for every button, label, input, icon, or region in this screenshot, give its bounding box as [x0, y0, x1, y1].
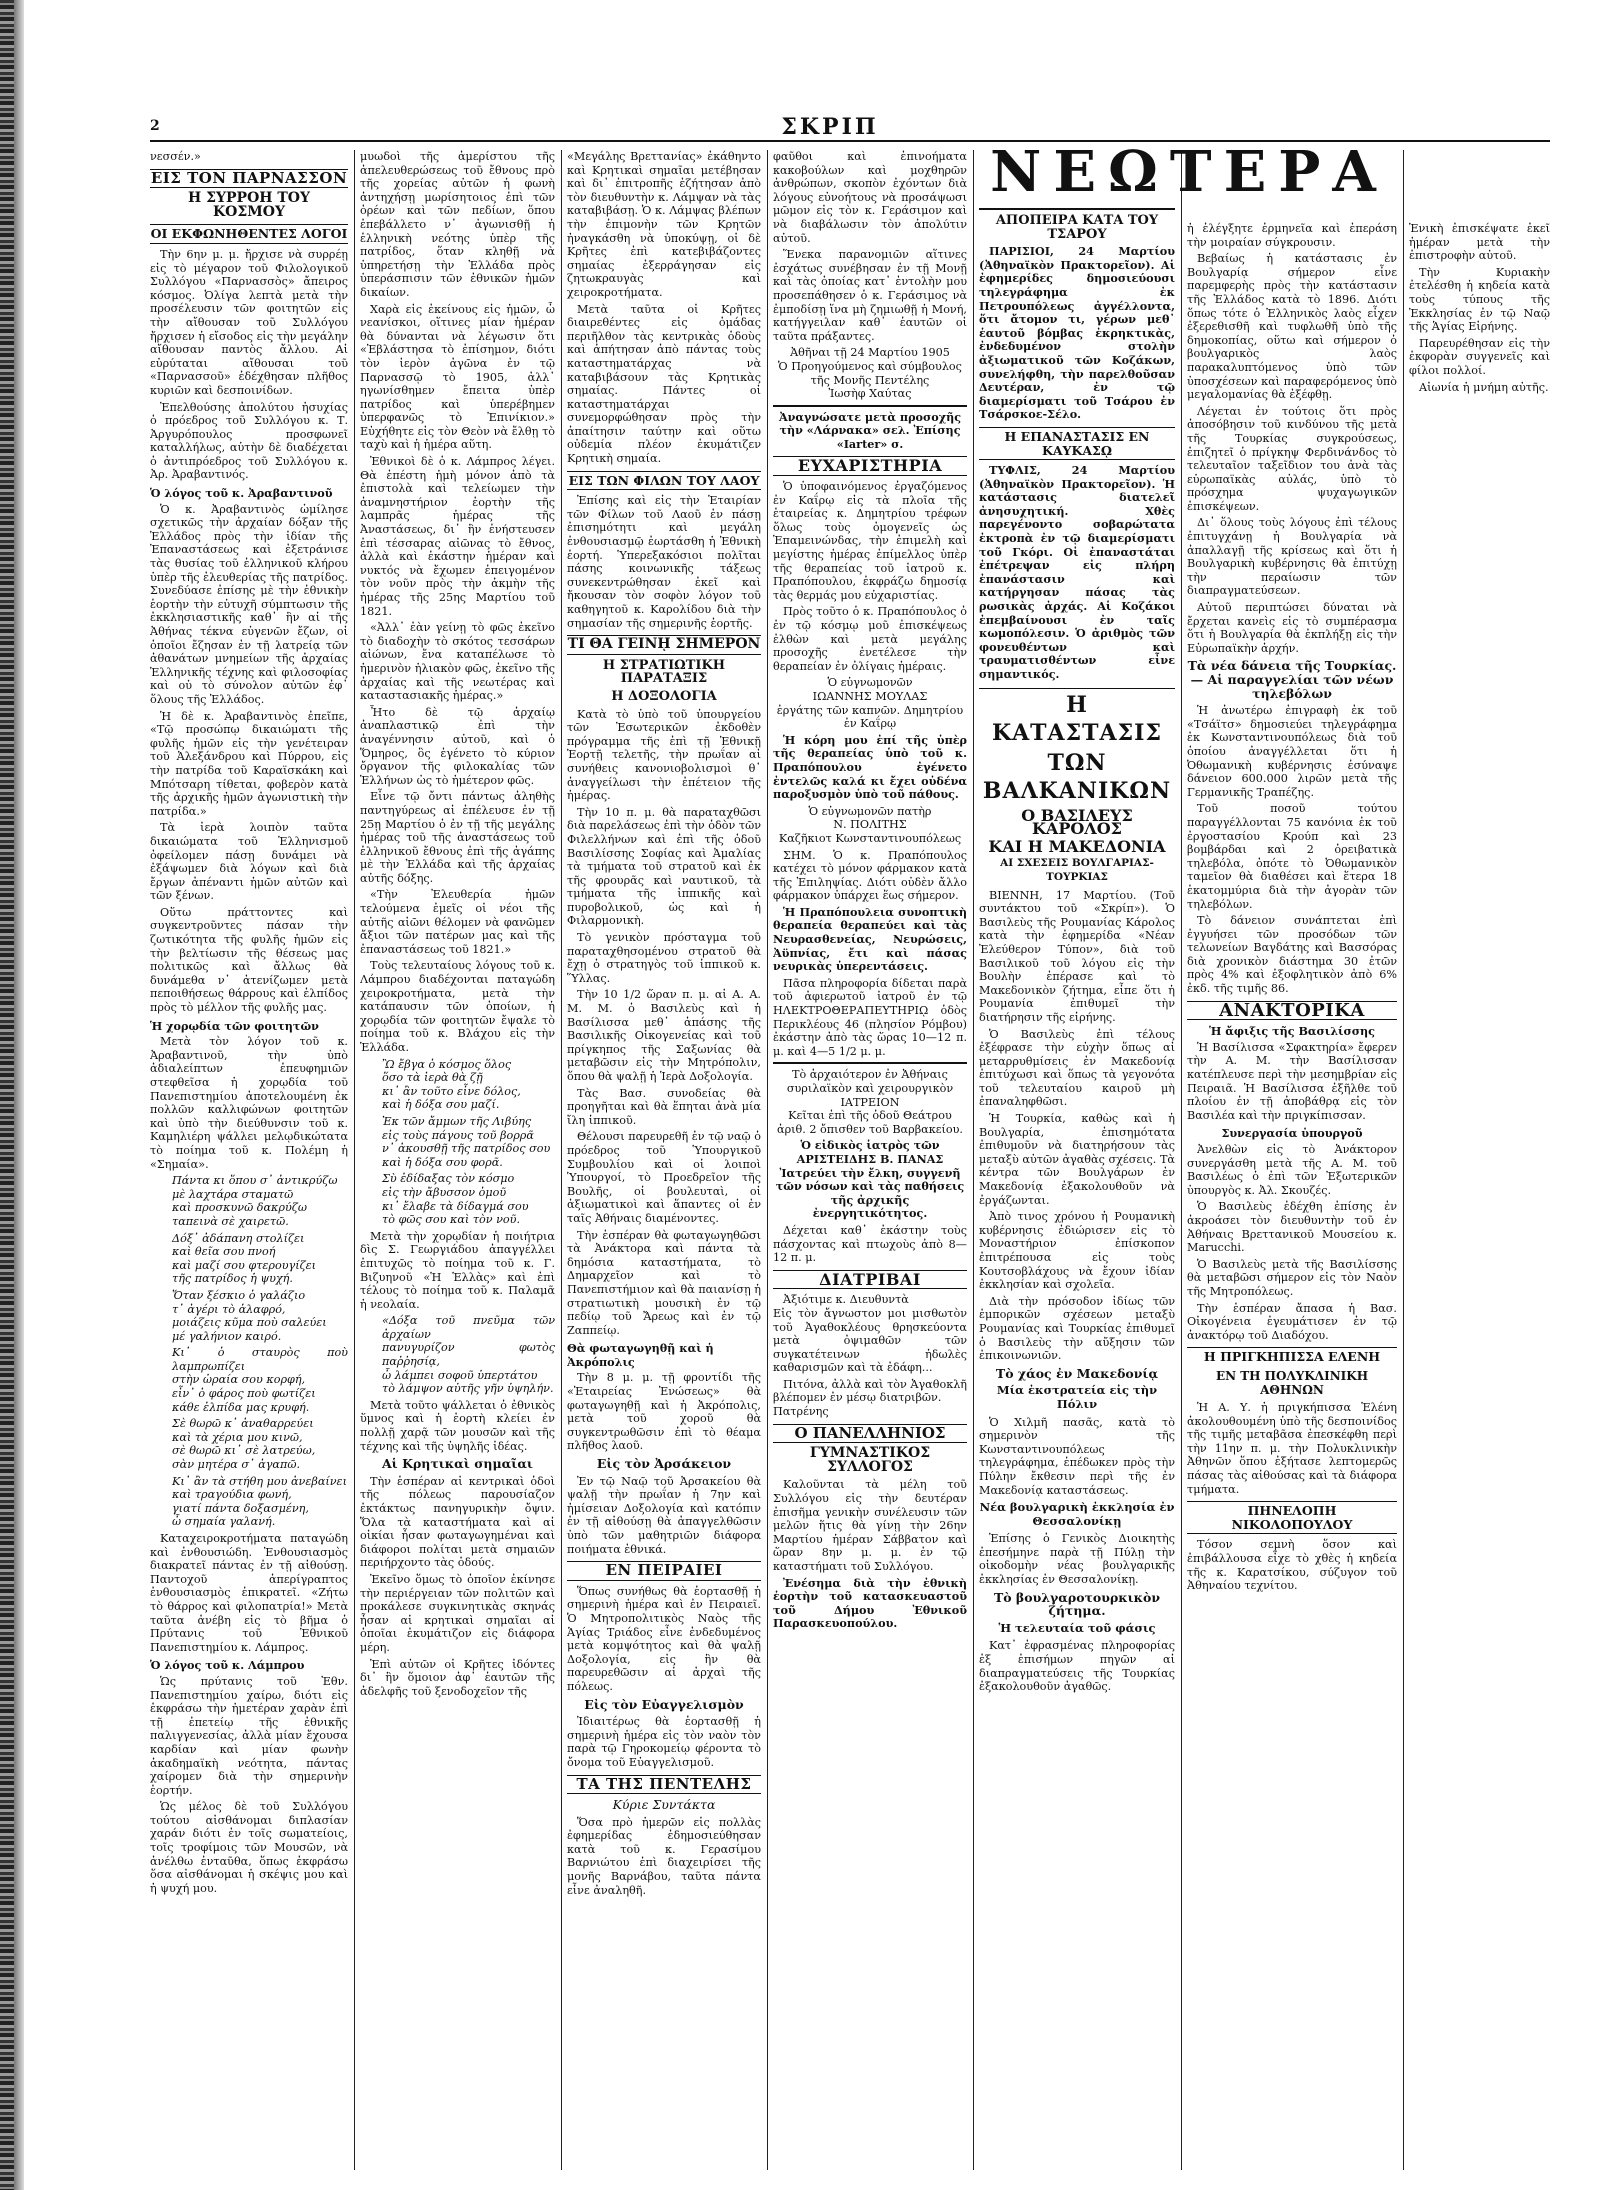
headline: ΕΝ ΤΗ ΠΟΛΥΚΛΙΝΙΚΗ ΑΘΗΝΩΝ	[1215, 1368, 1369, 1397]
section-title: ΝΕΩΤΕΡΑ	[990, 139, 1388, 205]
article-text: Κατὰ τὸ ὑπὸ τοῦ ὑπουργείου τῶν Ἐσωτερικῶν ἐκδοθὲν πρόγραμμα τῆς ἐπὶ τῇ Ἐθνικῇ Ἑορτῇ τελετῆς, τὴν πρωΐαν αἱ συνήθεις κανονιοβολισμοὶ θ᾽ ἀναγγείλωσι τὴν ἐπέτειον τῆς ἡμέρας.	[567, 707, 761, 803]
article-text: Ὁ Βασιλεὺς ἐδέχθη ἐπίσης ἐν ἀκροάσει τὸν διευθυντὴν τοῦ ἐν Ἀθήναις Βρεττανικοῦ Μουσείου κ. Marucchi.	[1187, 1200, 1397, 1255]
article-text: Τὴν 6ην μ. μ. ἤρχισε νὰ συρρέῃ εἰς τὸ μέγαρον τοῦ Φιλολογικοῦ Συλλόγου «Παρνασσὸς» ἄπειρος κόσμος. Ὀλίγα λεπτὰ μετὰ τὴν προσέλευσιν τῶν φοιτητῶν εἰς τὴν αἴθουσαν τοῦ Συλλόγου ἤρχισεν ἡ εἴσοδος εἰς τὴν μεγάλην αἴθουσαν παντὸς ἄλλου. Αἱ εὐρύταται αἴθουσαι τοῦ «Παρνασσοῦ» ἐδέχθησαν πλῆθος κυριῶν καὶ δεσποινίδων.	[150, 247, 348, 397]
headline: ΟΙ ΕΚΦΩΝΗΘΕΝΤΕΣ ΛΟΓΟΙ	[150, 224, 348, 244]
article-text: Τὰς Βασ. συνοδείας θὰ προηγῆται καὶ θὰ ἕπηται ἀνὰ μία ἴλη ἱππικοῦ.	[567, 1086, 761, 1127]
article-text: Τὴν 10 π. μ. θὰ παραταχθῶσι διὰ παρελάσεως ἐπὶ τὴν ὁδὸν τῶν Φιλελλήνων καὶ ἐπὶ τῆς ὁδοῦ Βασιλίσσης Σοφίας καὶ Ἀμαλίας τὰ τμήματα τοῦ στρατοῦ καὶ ἐκ τῆς φρουρᾶς καὶ ναυτικοῦ, τὰ τμήματα τῆς ἱππικῆς καὶ πυροβολικοῦ, ὡς καὶ ἡ Φιλαρμονικὴ.	[567, 805, 761, 928]
article-text: Τὸ δάνειον συνάπτεται ἐπὶ ἐγγυήσει τῶν προσόδων τῶν τελωνείων Βαγδάτης καὶ Βασσόρας διὰ χρονικὸν διάστημα 30 ἐτῶν πρὸς 4% καὶ ἐξοφλητικὸν ἀπὸ 6% ἐκδ. τῆς τιμῆς 86.	[1187, 914, 1397, 996]
article-text: «Μεγάλης Βρεττανίας» ἐκάθηντο καὶ Κρητικαὶ σημαῖαι μετέβησαν καὶ δι᾽ ἐπιτροπῆς ἐζήτησαν ἀπὸ τὸν διευθυντὴν κ. Λάμψαν νὰ τὰς καταβιβάσῃ. Ὁ κ. Λάμψας βλέπων τὴν ἐπιμονὴν τῶν Κρητῶν ἠναγκάσθη νὰ ὑποκύψῃ, οἱ δὲ Κρῆτες ἐπὶ κατεβιβάζοντες σημαίας ἐξερράγησαν εἰς ζητωκραυγὰς καὶ χειροκροτήματα.	[567, 150, 761, 299]
poem-stanza: «Δόξα τοῦ πνεῦμα τῶν ἀρχαίων πανυγυρίζον φωτὸς παῤῥησίᾳ, ὦ λάμπει σοφοῦ ὑπερτάτου τὸ λάμψον αὐτῆς γῆν ὑψηλήν.	[382, 1314, 555, 1396]
article-text: Ὁ Βασιλεὺς μετὰ τῆς Βασιλίσσης θὰ μεταβῶσι σήμερον εἰς τὸν Ναὸν τῆς Μητροπόλεως.	[1187, 1257, 1397, 1298]
poem-stanza: Σὺ ἐδίδαξας τὸν κόσμο εἰς τὴν ἄβυσσον ὁμοῦ κι᾽ ἔλαβε τὰ δίδαγμά σου τὸ φῶς σου καὶ τὸν νοῦ.	[382, 1172, 529, 1227]
headline: ΔΙΑΤΡΙΒΑΙ	[773, 1270, 967, 1290]
article-text: Οὕτω πράττοντες καὶ συγκεντροῦντες πάσαν τὴν ζωτικότητα τῆς φυλῆς ἡμῶν εἰς τὴν βελτίωσιν τῆς θέσεως μας πολιτικῶς καὶ ἄλλως θὰ δυνάμεθα ν᾽ ἀτενίζωμεν μετὰ πεποιθήσεως θάρρους καὶ ἐλπίδος πρὸς τὸ μέλλον τῆς φυλῆς μας.	[150, 905, 348, 1015]
headline: Τὰ νέα δάνεια τῆς Τουρκίας.— Αἱ παραγγελίαι τῶν νέων τηλεβόλων	[1187, 658, 1397, 701]
article-text: Λέγεται ἐν τούτοις ὅτι πρὸς ἀποσόβησιν τοῦ κινδύνου τῆς μετὰ τῆς Τουρκίας συγκρούσεως, ἐπιζητεῖ ὁ πρίγκηψ Φερδινάνδος τὸ τελευταῖον ταξεῖδιον του ἀνὰ τὰς εὐρωπαϊκὰς αὐλάς, ὑπὸ τὸ πρόσχημα ψυχαγωγικῶν ἐπισκέψεων.	[1187, 404, 1397, 513]
article-text: ΒΙΕΝΝΗ, 17 Μαρτίου. (Τοῦ συντάκτου τοῦ «Σκρίπ»). Ὁ Βασιλεὺς τῆς Ρουμανίας Κάρολος κατὰ τὴν ἐφημερίδα «Νέαν Ἐλεύθερον Τύπον», διὰ τοῦ Βασιλικοῦ τοῦ λόγου εἰς τὴν Βουλὴν ἐπέρασε καὶ τὸ Μακεδονικὸν ζήτημα, εἶπε ὅτι ἡ Ρουμανία ἐπιθυμεῖ τὴν διατήρησιν τῆς εἰρήνης.	[979, 888, 1175, 1024]
article-text: Ὡς μέλος δὲ τοῦ Συλλόγου τούτου αἰσθάνομαι διπλασίαν χαράν διότι ἐν τοῖς σωματείοις, τοῖς τροφίμοις τῶν Μουσῶν, νὰ ἀνέλθω ἐνταῦθα, ὅπως ἐκφράσω ὅσα αἰσθάνομαι ἡ σκέψις μου καὶ ἡ ψυχή μου.	[150, 1800, 348, 1895]
article-text: Ἀπὸ τινος χρόνου ἡ Ρουμανικὴ κυβέρνησις ἐδιώρισεν εἰς τὸ Μοναστήριον ἐπίσκοπον ἐπιτρέπουσα εἰς τοὺς Κουτσοβλάχους νὰ ἔχουν ἰδίαν ἐκκλησίαν καὶ σχολεῖα.	[979, 1210, 1175, 1292]
article-text: Πᾶσα πληροφορία δίδεται παρὰ τοῦ ἀφιερωτοῦ ἰατροῦ ἐν τῷ ΗΛΕΚΤΡΟΘΕΡΑΠΕΥΤΗΡΙῼ ὁδὸς Περικλέους 46 (πλησίον Ρόμβου) ἐκάστην ἀπὸ τὰς ὥρας 10—12 π. μ. καὶ 4—5 1/2 μ. μ.	[773, 976, 967, 1058]
article-text: Ἡ Βασίλισσα «Σφακτηρία» ἔφερεν τὴν Α. Μ. τὴν Βασίλισσαν κατέπλευσε περὶ τὴν μεσημβρίαν εἰς Πειραιᾶ. Ἡ Βασίλισσα ἐξῆλθε τοῦ πλοίου ἐν τῇ ἀποβάθρᾳ εἰς τὸν Βασιλέα καὶ τὴν πριγκίπισσαν.	[1187, 1040, 1397, 1122]
headline: ΑΠΟΠΕΙΡΑ ΚΑΤΑ ΤΟΥ ΤΣΑΡΟΥ	[995, 213, 1159, 242]
article-text: Μετὰ τὸν λόγον τοῦ κ. Ἀραβαντινοῦ, τὴν ὑπὸ ἀδιαλείπτων ἐπευφημιῶν στεφθεῖσα ἡ χορῳδία τοῦ Πανεπιστημίου ἀποτελουμένη ἐκ πολλῶν καλλιφώνων φοιτητῶν καὶ ὑπὸ τὴν διεύθυνσιν τοῦ κ. Καμηλιέρη ψάλλει μελῳδικώτατα τὸ ποίημα τοῦ κ. Πολέμη ἡ «Σημαία».	[150, 1035, 348, 1171]
article-text: Ἐπίσης καὶ εἰς τὴν Ἑταιρίαν τῶν Φίλων τοῦ Λαοῦ ἐν πάσῃ ἐπισημότητι καὶ μεγάλη ἐνθουσιασμῷ ἐωρτάσθη ἡ Ἐθνικὴ ἑορτή. Ὑπερεξακόσιοι πολῖται πάσης κοινωνικῆς τάξεως συνεκεντρώθησαν ἐκεῖ καὶ ἤκουσαν τὸν σοφὸν λόγον τοῦ καθηγητοῦ κ. Καρολίδου διὰ τὴν σημασίαν τῆς σημερινῆς ἑορτῆς.	[567, 494, 761, 630]
headline: ΤΙ ΘΑ ΓΕΙΝῌ ΣΗΜΕΡΟΝ	[567, 635, 761, 655]
article-text: Ἡ ἀνωτέρω ἐπιγραφὴ ἐκ τοῦ «Τσάϊτσ» δημοσιεύει τηλεγράφημα ἐκ Κωνσταντινουπόλεως διὰ τοῦ ὁποίου ἀναγγέλλεται ὅτι ἡ Ὀθωμανικὴ κυβέρνησις ἐσύναψε δάνειον 600.000 λιρῶν μετὰ τῆς Γερμανικῆς Τραπέζης.	[1187, 704, 1397, 799]
masthead: ΣΚΡΙΠ	[781, 114, 879, 140]
scan-edge	[0, 0, 14, 2190]
article-text: Εἶνε τῷ ὄντι πάντως ἀληθὴς παντηγύρεως αἱ ἐπέλευσε ἐν τῇ 25ῃ Μαρτίου ὁ ἐν τῇ τῆς μεγάλης ἡμέρας τοῦ τῆς ἀναστάσεως τοῦ ἑλληνικοῦ ἔθνους ἐπὶ τῆς ἀγάπης μὲ τὴν Ἑλλάδα καὶ τῆς ἀρχαίας αὐτῆς δόξης.	[360, 790, 555, 885]
newspaper-page	[150, 114, 1550, 2178]
headline: ΚΑΙ Η ΜΑΚΕΔΟΝΙΑ	[988, 836, 1166, 856]
article-text: «Τὴν Ἐλευθερία ἡμῶν τελούμενα ἐμεῖς οἱ νέοι τῆς αὐτῆς αἰῶνι θέλομεν νὰ φανῶμεν ἄξιοι τῶν πατέρων μας καὶ τῆς ἐπαναστάσεως τοῦ 1821.»	[360, 888, 555, 956]
headline: ΕΝ ΠΕΙΡΑΙΕΙ	[567, 1561, 761, 1581]
divider	[773, 405, 967, 407]
article-text: Ἐκεῖνο ὅμως τὸ ὁποῖον ἐκίνησε τὴν περιέργειαν τῶν πολιτῶν καὶ προκάλεσε συγκινητικὰς σκηνάς ἦσαν αἱ κρητικαὶ σημαῖαι αἱ ὁποῖαι ἐκυμάτιζον εἰς διάφορα μέρη.	[360, 1572, 555, 1654]
article-text: Ὁ Βασιλεὺς ἐπὶ τέλους ἐξέφρασε τὴν εὐχὴν ὅπως αἱ μεταρρυθμίσεις ἐν Μακεδονίᾳ ἐπιτύχωσι καὶ ὅπως τὰ γεγονότα τοῦ τελευταίου καιροῦ μὴ ἐπαναληφθῶσι.	[979, 1027, 1175, 1109]
article-text: Χαρὰ εἰς ἐκείνους εἰς ἡμῶν, ὦ νεανίσκοι, οἵτινες μίαν ἡμέραν θὰ δύνανται νὰ λέγωσιν ὅτι «Ἐβλάστησα τὸ ἐπίσημον, διότι τὸν ἱερὸν ἀγῶνα ἐν τῷ Παρνασσῷ τὸ 1905, ἀλλ᾽ ηγωνίσθημεν ἔπειτα ὑπὲρ πατρίδος καὶ ὑπερέβημεν ὑπερφανῶς τὸ Ἐπινίκιον.» Εὐχήθητε εἰς τὸν Θεὸν νὰ ἔλθῃ τὸ ταχὺ καὶ ἡ ἡμέρα αὕτη.	[360, 302, 555, 452]
subheading: Νέα βουλγαρικὴ ἐκκλησία ἐν Θεσσαλονίκῃ	[979, 1500, 1175, 1528]
signature-block: Ἀθῆναι τῇ 24 Μαρτίου 1905 Ὁ Προηγούμενος καὶ σύμβουλος τῆς Μονῆς Πεντέλης Ἰωσὴφ Χαύτας	[778, 346, 962, 401]
article-text: Τὸ γενικὸν πρόσταγμα τοῦ παραταχθησομένου στρατοῦ θὰ ἔχῃ ὁ στρατηγὸς τοῦ ἱππικοῦ κ. Ὕλλας.	[567, 931, 761, 985]
poem-stanza: Ἐκ τῶν ἄμμων τῆς Λιβύης εἰς τοὺς πάγους τοῦ βορρᾶ ν᾽ ἀκουσθῇ τῆς πατρίδος σου καὶ ἡ δόξα σου φορᾶ.	[382, 1114, 551, 1169]
article-text: Ἡ δὲ κ. Ἀραβαντινὸς ἐπεῖπε, «Τῷ προσώπῳ δικαιώματι τῆς φυλῆς ἡμῶν εἰς τὴν γενέτειραν τοῦ Ἀλεξάνδρου καὶ Πύρρου, εἰς τὴν πατρίδα τοῦ Καραϊσκάκη καὶ Μπότσαρη τίθεται, φοβερὸν κατὰ τῆς ἀρχικῆς ἡμῶν ἀγωνιστικὴ τὴν πατρίδα.»	[150, 709, 348, 818]
subheading: Εἰς τὸν Ἀρσάκειον	[596, 1456, 732, 1472]
headline: Η ΔΟΞΟΛΟΓΙΑ	[611, 688, 717, 704]
poem-stanza: Κι᾽ ἂν τὰ στήθη μου ἀνεβαίνει καὶ τραγούδια φωνή, γιατί πάντα δοξασμένη, ὦ σημαία γαλανή.	[172, 1474, 347, 1529]
column-1	[150, 150, 348, 2170]
column-divider	[354, 150, 355, 2170]
article-text: Ἐθνικοὶ δὲ ὁ κ. Λάμπρος λέγει. Θὰ ἐπέστη ἡμὴ μόνον ἀπὸ τὰ ἐπιστολὰ καὶ τελείωμεν τὴν ἀναμνηστήριον ἑορτὴν τῆς λαμπρᾶς ἡμέρας τῆς Ἀναστάσεως, δι᾽ ἣν ἐνήστευσεν ἐπὶ τέσσαρας αἰῶνας τὸ ἔθνος, ἀλλὰ καὶ ἑκάστην ἡμέραν καὶ νυκτός νὰ ἔχωμεν ἐπειγομένον τὸν νοῦν πρὸς τὴν ἀκμὴν τῆς ἡμέρας τῆς 25ης Μαρτίου τοῦ 1821.	[360, 455, 555, 618]
headline: Ο ΠΑΝΕΛΛΗΝΙΟΣ	[773, 1424, 967, 1444]
advertisement: Ὁ εἰδικὸς ἰατρὸς τῶν ΑΡΙΣΤΕΙΔΗΣ Β. ΠΑΝΑΣ Ἰατρεύει τὴν ἔλκη, συγγενῆ τῶν νόσων καὶ τὰς παθήσεις τῆς ἀρχικῆς ἐνεργητικότητος.	[775, 1138, 965, 1221]
article-text: Ἀνελθὼν εἰς τὸ Ἀνάκτορον συνεργάσθη μετὰ τῆς Α. Μ. τοῦ Βασιλέως ὁ ἐπὶ τῶν Ἐξωτερικῶν ὑπουργὸς κ. Ἀλ. Σκουζές.	[1187, 1143, 1397, 1197]
article-text: Ἐνικὴ ἐπισκέψατε ἐκεῖ ἡμέραν μετὰ τὴν ἐπιστροφὴν αὐτοῦ.	[1409, 222, 1550, 263]
article-text: Δι᾽ ὅλους τοὺς λόγους ἐπὶ τέλους ἐπιτυγχάνῃ ἡ Βουλγαρία νὰ ἀπαλλαγῇ τῆς κρίσεως καὶ ὅτι ἡ Βουλγαρικὴ κυβέρνησις θὰ ἐπιτύχῃ τὴν περαίωσιν τῶν διαπραγματεύσεων.	[1187, 516, 1397, 598]
signature-block: Ὁ εὐγνωμονῶν πατὴρ Ν. ΠΟΛΙΤΗΣ Καζῆκιοτ Κωνσταντινουπόλεως	[778, 804, 962, 845]
subheading: Ἡ τελευταία τοῦ φάσις	[998, 1620, 1156, 1635]
article-text: Παρευρέθησαν εἰς τὴν ἐκφορὰν συγγενεῖς καὶ φίλοι πολλοί.	[1409, 336, 1550, 377]
column-divider	[767, 150, 768, 2170]
article-text: Ἐπελθούσης ἀπολύτου ἡσυχίας ὁ πρόεδρος τοῦ Συλλόγου κ. Τ. Ἀργυρόπουλος προσφωνεῖ καταλλήλως, αὐτὴν δὲ διαδέχεται ὁ ἀντιπρόεδρος τοῦ Συλλόγου κ. Ἀρ. Ἀραβαντινός.	[150, 400, 348, 482]
article-text: ΣΗΜ. Ὁ κ. Πραπόπουλος κατέχει τὸ μόνον φάρμακον κατὰ τῆς Ἐπιληψίας. Διότι οὐδὲν ἄλλο φάρμακον ὑπάρχει ἕως σήμερον.	[773, 848, 967, 903]
article-text: Καταχειροκροτήματα παταγώδη καὶ ἐνθουσιώδη. Ἐνθουσιασμὸς διακρατεῖ πάντας ἐν τῇ αἰθούσῃ. Παντοχοῦ ἀπερίγραπτος ἐνθουσιασμὸς ἐπικρατεῖ. «Ζήτω τὸ θάρρος καὶ φιλοπατρία!» Μετὰ ταῦτα ἀνέβη εἰς τὸ βῆμα ὁ Πρύτανις τοῦ Ἐθνικοῦ Πανεπιστημίου κ. Λάμπρος.	[150, 1532, 348, 1654]
headline: Ο ΒΑΣΙΛΕΥΣ ΚΑΡΟΛΟΣ	[1021, 805, 1133, 839]
article-text: ἡ ἐλέγξητε ἐρμηνεῖα καὶ ἐπεράση τὴν μοιραίαν σύγκρουσιν.	[1187, 222, 1397, 249]
subheading: Ὁ λόγος τοῦ κ. Λάμπρου	[150, 1658, 305, 1673]
article-text: Ἦτο δὲ τῷ ἀρχαίῳ ἀναπλαστικῷ ἐπὶ τὴν ἀναγέννησιν αὐτοῦ, καὶ ὁ Ὅμηρος, ὃς ἐγένετο τὸ κύριον ὄργανον τῆς φιλοκαλίας τῶν Ἑλλήνων ὡς τὸ ἡμέτερον φῶς.	[360, 705, 555, 787]
article-text: Τὴν ἑσπέραν θὰ φωταγωγηθῶσι τὰ Ἀνάκτορα καὶ πάντα τὰ δημόσια καταστήματα, τὸ Δημαρχεῖον καὶ τὸ Πανεπιστήμιον καὶ θὰ παιανίσῃ ἡ στρατιωτικὴ μουσικὴ ἐν τῷ πεδίῳ τοῦ Ἄρεως καὶ ἐν τῷ Ζαππείῳ.	[567, 1228, 761, 1337]
article-text: Κατ᾽ ἐφρασμένας πληροφορίας ἐξ ἐπισήμων πηγῶν αἱ διαπραγματεύσεις τῆς Τουρκίας ἐξακολουθοῦν ἀγαθῶς.	[979, 1639, 1175, 1694]
article-text: Τὴν 10 1/2 ὥραν π. μ. αἱ Α. Α. Μ. Μ. ὁ Βασιλεὺς καὶ ἡ Βασίλισσα μεθ᾽ ἁπάσης τῆς Βασιλικῆς Οἰκογενείας καὶ τοῦ πρίγκηπος τῆς Σαξωνίας θὰ μεταβῶσιν εἰς τὴν Μητρόπολιν, ὅπου θὰ ψαλῇ ἡ Ἱερὰ Δοξολογία.	[567, 988, 761, 1083]
subheading: Μία ἐκστρατεία εἰς τὴν Πόλιν	[996, 1383, 1158, 1411]
article-text: Ἐνέσημα διὰ τὴν ἐθνικὴ ἑορτὴν τοῦ κατασκευαστοῦ τοῦ Δήμου Ἐθνικοῦ Παρασκευοπούλου.	[773, 1575, 967, 1631]
advertisement: Τὸ ἀρχαιότερον ἐν Ἀθήναις συριλαϊκὸν καὶ χειρουργικὸν ΙΑΤΡΕΙΟΝ Κεῖται ἐπὶ τῆς ὁδοῦ Θεάτρου ἀριθ. 2 ὄπισθεν τοῦ Βαρβακείου.	[777, 1068, 963, 1136]
headline: ΑΝΑΚΤΟΡΙΚΑ	[1187, 1001, 1397, 1021]
column-4	[773, 150, 967, 2170]
subheading: Συνεργασία ὑπουργοῦ	[1221, 1126, 1363, 1141]
poem-stanza: Ὅταν ξέσκιο ὁ γαλάζιο τ᾽ ἀγέρι τὸ ἁλαφρό, μοιάζεις κῦμα ποὺ σαλεύει μέ γαλήνιον καιρό.	[172, 1288, 327, 1343]
article-text: Ἐν τῷ Ναῷ τοῦ Ἀρσακείου θὰ ψαλῇ τὴν πρωΐαν ἡ 7ην καὶ ἡμίσειαν Δοξολογία καὶ κατόπιν ἐν τῇ αἰθούσῃ θὰ ἀπαγγελθῶσιν ὑπὸ τῶν μαθητριῶν διάφορα ποιήματα ἐθνικά.	[567, 1474, 761, 1556]
headline: Η ΚΑΤΑΣΤΑΣΙΣ	[979, 688, 1175, 749]
article-text: Βεβαίως ἡ κατάστασις ἐν Βουλγαρίᾳ σήμερον εἶνε παρεμφερὴς πρὸς τὴν κατάστασιν τῆς Ἑλλάδος κατὰ τὸ 1896. Διότι ὅπως τότε ὁ Ἑλληνικὸς λαὸς εἶχεν ἐξερεθισθῆ καὶ τυφλωθῆ ὑπὸ τῆς δημοκοπίας, οὕτω καὶ σήμερον ὁ βουλγαρικὸς λαὸς παρακαλυπτόμενος ὑπὸ τῶν ὑποσχέσεων καὶ παραφερόμενος ὑπὸ μεγαλομανίας θὰ ἐξέφθῃ.	[1187, 252, 1397, 402]
column-6	[1187, 222, 1397, 2170]
headline: ΕΙΣ ΤΟΝ ΠΑΡΝΑΣΣΟΝ	[150, 168, 348, 187]
article-text: φαῦθοι καὶ ἐπινοήματα κακοβούλων καὶ μοχθηρῶν ἀνθρώπων, σκοπὸν ἐχόντων διὰ λόγους εὐνοήτους νὰ προσάψωσι μῶμον εἰς τὸν κ. Γεράσιμον καὶ νὰ διαβάλωσιν τὸν ἀπολύτιν αὐτοῦ.	[773, 150, 967, 245]
divider	[979, 208, 1175, 210]
article-text: Μετὰ τὴν χορῳδίαν ἡ ποιήτρια δὶς Σ. Γεωργιάδου ἀπαγγέλλει ἐπιτυχῶς τὸ ποίημα τοῦ κ. Γ. Βιζυηνοῦ «Ἡ Ἑλλὰς» καὶ ἐπὶ τέλους τὸ ποίημα τοῦ κ. Παλαμᾶ ἡ νεολαία.	[360, 1229, 555, 1311]
article-text: Ἰδιαιτέρως θὰ ἑορτασθῇ ἡ σημερινὴ ἡμέρα εἰς τὸν ναὸν τὸν παρὰ τῷ Γηροκομείῳ φέροντα τὸ ὄνομα τοῦ Εὐαγγελισμοῦ.	[567, 1715, 761, 1769]
article-text: Ἐπὶ αὐτῶν οἱ Κρῆτες ἰδόντες δι᾽ ἣν ὅμοιον ἀφ᾽ ἑαυτῶν τῆς ἀδελφῆς τοῦ ξενοδοχεῖον τῆς	[360, 1657, 555, 1698]
article-text: Θέλουσι παρευρεθῆ ἐν τῷ ναῷ ὁ πρόεδρος τοῦ Ὑπουργικοῦ Συμβουλίου καὶ οἱ λοιποὶ Ὑπουργοί, τὸ Προεδρεῖον τῆς Βουλῆς, οἱ βουλευταὶ, οἱ ἀξιωματικοὶ καὶ ἅπαντες οἱ ἐν ταῖς Ἀθήναις διαμένοντες.	[567, 1130, 761, 1225]
article-text: Ἡ Τουρκία, καθὼς καὶ ἡ Βουλγαρία, ἐπισημότατα ἐπιθυμοῦν νὰ διατηρήσουν τὰς μεταξὺ αὐτῶν ἀγαθὰς σχέσεις. Τὰ κέντρα τῶν Βουλγάρων ἐν Μακεδονίᾳ ἐξακολουθοῦν νὰ ἐργάζωνται.	[979, 1112, 1175, 1207]
headline: ΓΥΜΝΑΣΤΙΚΟΣ ΣΥΛΛΟΓΟΣ	[809, 1445, 931, 1475]
article-text: Ἕνεκα παρανομιῶν αἵτινες ἐσχάτως συνέβησαν ἐν τῇ Μονῇ καὶ τὰς ὁποίας κατ᾽ ἐντολὴν μου προσεπάθησεν ὁ κ. Γεράσιμος νὰ ἐμποδίσῃ ἵνα μὴ ζημιωθῇ ἡ Μονή, κατήγγειλαν καθ᾽ ἑαυτῶν οἱ ταῦτα πράξαντες.	[773, 248, 967, 343]
article-text: νεσσέν.»	[150, 150, 201, 163]
article-text: Πρὸς τοῦτο ὁ κ. Πραπόπουλος ὁ ἐν τῷ κόσμῳ μοῦ ἐπισκέψεως ἐλθὼν καὶ μετὰ μεγάλης προσοχῆς ἐνετέλεσε τὴν θεραπείαν ἐν ὀλίγαις ἡμέραις.	[773, 605, 967, 673]
poem-stanza: Κι᾽ ὁ σταυρὸς ποὺ λαμπρωπίζει στὴν ὠραία σου κορφή, εἶν᾽ ὁ φάρος ποὺ φωτίζει κάθε ἐλπίδα μας κρυφή.	[172, 1346, 348, 1414]
article-text: «Ἀλλ᾽ ἐὰν γείνῃ τὸ φῶς ἐκεῖνο τὸ διαδοχὴν τὸ σκότος τεσσάρων αἰώνων, ἔνα καταπέλωσε τὸ ἡμερινὸν ἡλιακὸν φῶς, ἐκεῖνο τῆς ἀρχαίας καὶ τῆς νεωτέρας καὶ καταστασιακῆς ἡμέρας.»	[360, 621, 555, 703]
subheading: Ὁ λόγος τοῦ κ. Ἀραβαντινοῦ	[150, 486, 333, 501]
headline: Η ΕΠΑΝΑΣΤΑΣΙΣ ΕΝ ΚΑΥΚΑΣῼ	[979, 427, 1175, 460]
article-text: Μετὰ ταῦτα οἱ Κρῆτες διαιρεθέντες εἰς ὁμάδας περιῆλθον τὰς κεντρικὰς ὁδοὺς καὶ ἀπήτησαν ἀπὸ πάντας τοὺς καταστηματάρχας νὰ καταβιβάσουν τὰς Κρητικὰς σημαίας. Πάντες οἱ καταστηματάρχαι συνεμορφώθησαν πρὸς τὴν ἀπαίτησιν ταύτην καὶ οὕτω οὐδεμία πλέον ἐκυμάτιζεν Κρητικὴ σημαία.	[567, 302, 761, 466]
subheading: Αἱ Κρητικαὶ σημαῖαι	[381, 1456, 533, 1472]
article-text: Τὴν Κυριακὴν ἐτελέσθη ἡ κηδεία κατὰ τοὺς τύπους τῆς Ἐκκλησίας ἐν τῷ Ναῷ τῆς Ἁγίας Εἰρήνης.	[1409, 265, 1550, 334]
headline: ΤΑ ΤΗΣ ΠΕΝΤΕΛΗΣ	[567, 1775, 761, 1795]
column-divider	[561, 150, 562, 2170]
divider	[773, 1062, 967, 1064]
article-text: Πιτόνα, ἀλλὰ καὶ τὸν Ἀγαθοκλῆ βλέπομεν ἐν μέσῳ διατριβῶν. Πατρένης	[773, 1377, 967, 1419]
article-text: Ἡ κόρη μου ἐπί τῆς ὑπὲρ τῆς θεραπείας ὑπὸ τοῦ κ. Πραπόπουλου ἐγένετο ἐντελῶς καλά κι ἔχει οὐδένα παροξυσμὸν ὑπὸ τοῦ πάθους.	[773, 732, 967, 802]
headline: ΕΥΧΑΡΙΣΤΗΡΙΑ	[773, 456, 967, 476]
column-2	[360, 150, 555, 2170]
headline: Η ΠΡΙΓΚΗΠΙΣΣΑ ΕΛΕΝΗ	[1187, 1347, 1397, 1366]
headline: ΤΩΝ ΒΑΛΚΑΝΙΚΩΝ	[982, 749, 1172, 804]
subheading: Θὰ φωταγωγηθῇ καὶ ἡ Ἀκρόπολις	[567, 1341, 714, 1369]
headline: ΠΗΝΕΛΟΠΗ ΝΙΚΟΛΟΠΟΥΛΟΥ	[1187, 1501, 1397, 1534]
article-text: Ὁ κ. Ἀραβαντινὸς ὡμίλησε σχετικῶς τὴν ἀρχαίαν δόξαν τῆς Ἑλλάδος πρὸς τὴν ἰδίαν τῆς Ἐπαναστάσεως καὶ ἐξετράνισε τὰς θυσίας τοῦ ἑλληνικοῦ κλήρου ὑπὲρ τῆς ἐλευθερίας τῆς πατρίδος. Συνεδύασε ἐπίσης μὲ τὴν ἐθνικὴν ἑορτὴν τὴν εὐτυχῆ σύμπτωσιν τῆς ἐκκλησιαστικῆς καθ᾽ ἣν αἱ τῆς Ἀθήνας τέκνα εὐγενῶν ἔζων, οἱ ὁποῖοι ἔζησαν ἐν τῇ λατρείᾳ τῶν ἀθανάτων μνημείων τῆς ἀρχαίας Ἑλληνικῆς τέχνης καὶ φιλοσοφίας καὶ οὐ τὸ σύνολον αὐτῶν ἐφ᾽ ὅλους τῆς Ἑλλάδος.	[150, 502, 348, 706]
scan-edge-shadow	[14, 0, 24, 2190]
article-text: Ὁ Χιλμῆ πασᾶς, κατὰ τὸ σημερινὸν τῆς Κωνσταντινουπόλεως τηλεγράφημα, ἐπέδωκεν πρὸς τὴν Πύλην ἔκθεσιν περὶ τῆς ἐν Μακεδονίᾳ καταστάσεως.	[979, 1415, 1175, 1497]
headline: ΑΙ ΣΧΕΣΕΙΣ ΒΟΥΛΓΑΡΙΑΣ-ΤΟΥΡΚΙΑΣ	[1000, 857, 1154, 883]
subheading: Τὸ χάος ἐν Μακεδονίᾳ	[995, 1365, 1159, 1381]
article-text: Τοὺς τελευταίους λόγους τοῦ κ. Λάμπρου διαδέχονται παταγώδη χειροκροτήματα, μετὰ τὴν κατάπαυσιν τῶν ὁποίων, ἡ χορῳδία τῶν φοιτητῶν ἔψαλε τὸ ποίημα τοῦ κ. Βλάχου εἰς τὴν Ἑλλάδα.	[360, 959, 555, 1054]
article-text: ΠΑΡΙΣΙΟΙ, 24 Μαρτίου (Ἀθηναϊκὸν Πρακτορεῖον). Αἱ ἐφημερίδες δημοσιεύουσι τηλεγράφημα ἐκ Πετρουπόλεως ἀγγέλλοντα, ὅτι ἄτομον τι, γέρων μεθ᾽ ἑαυτοῦ βόμβας ἐκρηκτικὰς, ἐνδεδυμένον στολὴν ἀξιωματικοῦ τῶν Κοζάκων, συνελήφθη, τὴν παρελθοῦσαν Δευτέραν, ἐν τῷ διαμερίσματι τοῦ Τσάρου ἐν Τσάρσκοε-Σέλο.	[979, 244, 1175, 422]
column-divider	[1403, 150, 1404, 2170]
headline: Η ΣΤΡΑΤΙΩΤΙΚΗ ΠΑΡΑΤΑΞΙΣ	[602, 657, 726, 687]
article-text: Ὡς πρύτανις τοῦ Ἐθν. Πανεπιστημίου χαίρω, διότι εἰς ἐκφράσω τὴν ἡμετέραν χαρὰν ἐπὶ τῇ ἐπετείῳ τῆς ἐθνικῆς παλιγγενεσίας, ἀλλὰ μίαν ἔχουσα καρδίαν καὶ μίαν φωνὴν ἀκαδημαϊκὴ νεότητα, πάντας χαίρομεν διὰ τὴν σημερινὴν ἑορτήν.	[150, 1674, 348, 1797]
signature-block: Ὁ εὐγνωμονῶν ΙΩΑΝΝΗΣ ΜΟΥΛΑΣ ἐργάτης τῶν καπνῶν. Δημητρίου ἐν Καΐρῳ	[776, 676, 964, 731]
poem-stanza: Δόξ᾽ ἀδάπανη στολίζει καὶ θεῖα σου πνοή καὶ μαζί σου φτερουγίζει τῆς πατρίδος ἡ ψυχή.	[172, 1231, 317, 1286]
article-text: Ὅσα πρὸ ἡμερῶν εἰς πολλὰς ἐφημερίδας ἐδημοσιεύθησαν κατὰ τοῦ κ. Γερασίμου Βαρνιώτου ἐπὶ διαχειρίσει τῆς μονῆς Βαρνάβου, ταῦτα πάντα εἶνε ἀναληθῆ.	[567, 1815, 761, 1897]
article-text: Ὁ ὑποφαινόμενος ἐργαζόμενος ἐν Καΐρῳ εἰς τὰ πλοῖα τῆς ἑταιρείας κ. Δημητρίου τρέφων ὅλως τοὺς ὁμογενεῖς ὡς Ἐπαμεινώνδας, τὴν ἐπιμελὴ καὶ μεγίστης ἡμέρας ἐπίμελλος ὑπὲρ τῆς θεραπείας τοῦ ἰατροῦ κ. Πραπόπουλου, ἐκφράζω δημοσίᾳ τὰς θερμάς μου εὐχαριστίας.	[773, 480, 967, 602]
page-number: 2	[150, 118, 160, 134]
article-text: Τὴν ἑσπέραν ἄπασα ἡ Βασ. Οἰκογένεια ἐγευμάτισεν ἐν τῷ ἀνακτόρῳ τοῦ Διαδόχου.	[1187, 1301, 1397, 1342]
article-text: Αὐτοῦ περιπτώσει δύναται νὰ ἔρχεται κανεὶς εἰς τὸ συμπέρασμα ὅτι ἡ Βουλγαρία θὰ ἐκπλήξῃ εἰς τὴν Εὐρωπαϊκὴν ἀρχήν.	[1187, 601, 1397, 655]
article-text: Τὰ ἱερὰ λοιπὸν ταῦτα δικαιώματα τοῦ Ἑλληνισμοῦ ὀφείλομεν πάσῃ δυνάμει νὰ ἐξάψωμεν διὰ λόγων καὶ διὰ ἔργων ἀπέναντι ἡμῶν αὐτῶν καὶ τῶν ξένων.	[150, 821, 348, 903]
article-text: Τοῦ ποσοῦ τούτου παραγγέλλονται 75 κανόνια ἐκ τοῦ ἐργοστασίου Κρούπ καὶ 23 βομβάρδαι καὶ 2 ὀρειβατικὰ τηλεβόλα, ὁπότε τὸ Ὀθωμανικὸν ταμεῖον θὰ διαθέσει καὶ ἕτερα 18 ἑκατομμύρια διὰ τὴν ἀγορὰν τῶν τηλεβόλων.	[1187, 802, 1397, 911]
column-divider	[1181, 150, 1182, 2170]
article-text: Καλοῦνται τὰ μέλη τοῦ Συλλόγου εἰς τὴν δευτέραν ἐπισῆμα γενικὴν συνέλευσιν τῶν μελῶν ἥτις θὰ γίνῃ τὴν 26ην Μαρτίου ἡμέραν Σάββατον καὶ ὥραν 8ην μ. μ. ἐν τῷ καταστήματι τοῦ Συλλόγου.	[773, 1478, 967, 1573]
article-text: Τὴν ἑσπέραν αἱ κεντρικαὶ ὁδοὶ τῆς πόλεως παρουσίαζον ἐκτάκτως πανηγυρικὴν ὄψιν. Ὅλα τὰ καταστήματα καὶ αἱ οἰκίαι ἦσαν φωταγωγημέναι καὶ διάφοροι πολίται μετὰ σημαιῶν περιήρχοντο τὰς ὁδούς.	[360, 1474, 555, 1570]
article-text: Ἐπίσης ὁ Γενικὸς Διοικητὴς ἐπεσήμηνε παρὰ τῇ Πύλῃ τὴν οἰκοδομὴν νέας βουλγαρικῆς ἐκκλησίας ἐν Θεσσαλονίκῃ.	[979, 1532, 1175, 1587]
poem-stanza: Πάντα κι ὅπου σ᾽ ἀντικρύζω μὲ λαχτάρα σταματῶ καὶ προσκυνῶ δακρύζω ταπεινὰ σὲ χαιρετῶ.	[172, 1174, 338, 1228]
article-text: Δέχεται καθ᾽ ἑκάστην τοὺς πάσχοντας καὶ πτωχοὺς ἀπὸ 8—12 π. μ.	[773, 1223, 967, 1265]
subheading: Τὸ βουλγαροτουρκικὸν ζήτημα.	[993, 1589, 1161, 1619]
article-text: Αἰωνία ἡ μνήμη αὐτῆς.	[1419, 380, 1549, 394]
poem-stanza: Ὢ ἔβγα ὁ κόσμος ὅλος ὅσο τὰ ἱερὰ θὰ ζῇ κι᾽ ἂν τοῦτο εἶνε δόλος, καὶ ἡ δόξα σου μαζί.	[382, 1057, 521, 1112]
headline: ΕΙΣ ΤΩΝ ΦΙΛΩΝ ΤΟΥ ΛΑΟΥ	[567, 471, 761, 491]
article-text: Διὰ τὴν πρόσοδον ἰδίως τῶν ἐμπορικῶν σχέσεων μεταξὺ Ρουμανίας καὶ Τουρκίας ἐπιθυμεῖ ὁ Βασιλεὺς τὴν αὔξησιν τῶν ἐπικοινωνιῶν.	[979, 1294, 1175, 1363]
article-text: Ἡ Α. Υ. ἡ πριγκήπισσα Ἑλένη ἀκολουθουμένη ὑπὸ τῆς δεσποινίδος τῆς τιμῆς μεταβᾶσα ἐπεσκέφθη περὶ τὴν 11ην π. μ. τὴν Πολυκλινικὴν Ἀθηνῶν ὅπου ἐξήτασε λεπτομερῶς πάσας τὰς αἰθούσας καὶ τὰ διάφορα τμήματα.	[1187, 1401, 1397, 1496]
article-text: ΤΥΦΛΙΣ, 24 Μαρτίου (Ἀθηναϊκὸν Πρακτορεῖον). Ἡ κατάστασις διατελεῖ ἀνησυχητική. Χθὲς παρεγένοντο σοβαρώτατα ἐκτροπὰ ἐν τῷ διαμερίσματι τοῦ Γκόρι. Οἱ ἐπαναστάται ἐπέτρεψαν εἰς πλήρη ἐπανάστασιν καὶ κατήργησαν πάσας τὰς ρωσικὰς ἀρχάς. Αἱ Κοζάκοι ἐπεμβαίνουσι ἐν ταῖς κωμοπόλεσιν. Ὁ ἀριθμὸς τῶν φονευθέντων καὶ τραυματισθέντων εἶνε σημαντικός.	[979, 463, 1175, 681]
subheading: Εἰς τὸν Εὐαγγελισμὸν	[584, 1696, 744, 1712]
column-7	[1409, 222, 1550, 2170]
column-divider	[973, 150, 974, 2170]
article-text: Ἀξιότιμε κ. Διευθυντὰ Εἰς τὸν ἄγνωστον μοι μισθωτὸν τοῦ Ἀγαθοκλέους θρησκεύοντα μετὰ ὀψιμαθῶν τῶν συγκατέτεινων ἠδωλὲς καθαρισμῶν καὶ τὰ ἐδάφη...	[773, 1293, 967, 1375]
subheading: Ἡ ἄφιξις τῆς Βασιλίσσης	[1209, 1024, 1375, 1039]
article-text: Τὴν 8 μ. μ. τῇ φροντίδι τῆς «Ἑταιρείας Ἑνώσεως» θὰ φωταγωγηθῇ καὶ ἡ Ἀκρόπολις, μετὰ τοῦ χοροῦ θὰ συγκεντρωθῶσιν ἐπὶ τὸ θέαμα πλῆθος λαοῦ.	[567, 1371, 761, 1453]
column-3	[567, 150, 761, 2170]
subheading: Ἡ χορῳδία τῶν φοιτητῶν	[150, 1018, 319, 1033]
article-text: μυωδοὶ τῆς ἀμερίστου τῆς ἀπελευθερώσεως τοῦ ἔθνους πρὸ τῆς χορείας αὐτῶν ἡ φωνὴ ἀντηχήσῃ μωρίσητοιος ἐπὶ τῶν ὁρέων καὶ τῶν πεδίων, ὅπου ἐπεβάλλετο ν᾽ ἀγωνισθῇ ἡ ἑλληνικὴ νεότης ὑπὲρ τῆς πατρίδος, ὅταν κληθῇ νὰ ὑπηρετήσῃ τὴν Ἑλλάδα πρὸς ὑπεράσπισιν τῶν ἐθνικῶν ἡμῶν δικαίων.	[360, 150, 555, 299]
salutation: Κύριε Συντάκτα	[612, 1797, 716, 1813]
article-text: Μετὰ τοῦτο ψάλλεται ὁ ἐθνικὸς ὕμνος καὶ ἡ ἑορτὴ κλείει ἐν πολλῇ χαρᾷ τῶν μουσῶν καὶ τῆς τέχνης καὶ τῆς ὑψηλῆς ἰδέας.	[360, 1398, 555, 1453]
poem-stanza: Σὲ θωρῶ κ᾽ ἀναθαρρεύει καὶ τὰ χέρια μου κινῶ, σὲ θωρῶ κι᾽ σὲ λατρεύω, σὰν μητέρα σ᾽ ἀγαπῶ.	[172, 1417, 316, 1472]
article-text: Ἡ Πραπόπουλεια συνοπτικὴ θεραπεία θεραπεύει καὶ τὰς Νευρασθενείας, Νευρώσεις, Ἀϋπνίας, ἔτι καὶ πάσας νευρικὰς ὑπερεντάσεις.	[773, 904, 967, 974]
headline: Η ΣΥΡΡΟΗ ΤΟΥ ΚΟΣΜΟΥ	[188, 190, 310, 220]
article-text: Τόσον σεμνὴ ὅσον καὶ ἐπιβάλλουσα εἶχε τὸ χθὲς ἡ κηδεία τῆς κ. Καρατσίκου, σύζυγον τοῦ Ἀθηναίου τεχνίτου.	[1187, 1538, 1397, 1593]
notice: Ἀναγνώσατε μετὰ προσοχῆς τὴν «Λάρνακα» σελ. Ἐπίσης «Ιarter» σ.	[778, 409, 962, 451]
article-text: Ὅπως συνήθως θὰ ἑορτασθῇ ἡ σημερινὴ ἡμέρα καὶ ἐν Πειραιεῖ. Ὁ Μητροπολιτικὸς Ναὸς τῆς Ἁγίας Τριάδος εἶνε ἐνδεδυμένος μετὰ κομψότητος καὶ θὰ ψαλῇ Δοξολογία, εἰς ἣν θὰ παρευρεθῶσιν αἱ ἀρχαὶ τῆς πόλεως.	[567, 1584, 761, 1693]
